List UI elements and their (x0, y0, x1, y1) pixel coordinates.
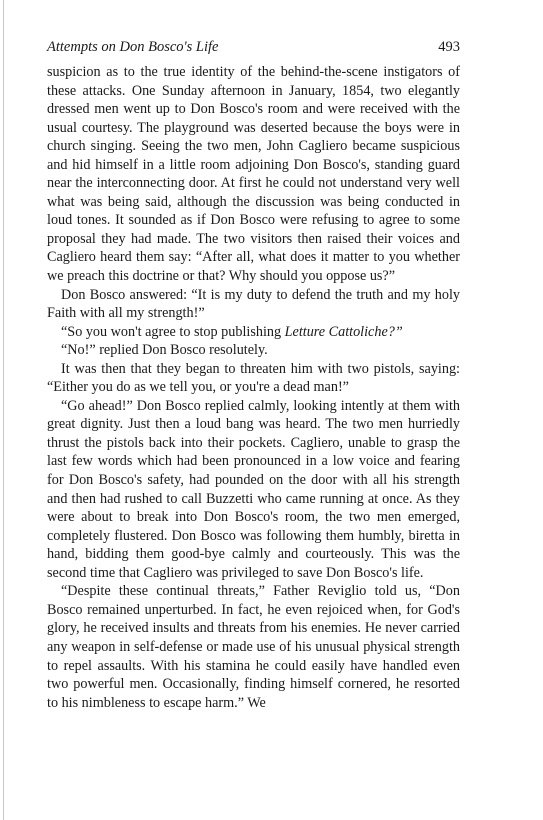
body-text (47, 63, 460, 712)
book-title: Letture Cattoliche?” (284, 323, 403, 340)
paragraph-threat: It was then that they began to threaten him with two pistols, saying: “Either you do as we tell you, or you're a dead man!” (47, 360, 460, 396)
running-title: Attempts on Don Bosco's Life (47, 39, 219, 55)
paragraph-letture-question (47, 323, 460, 342)
paragraph-go-ahead: “Go ahead!” Don Bosco replied calmly, looking intently at them with great dignity. Just then a loud bang was heard. The two men hurriedly thrust the pistols back into their pockets. Cagliero, unable to grasp the last few words which had been pronounced in a low voice and fearing for Don Bosco's safety, had pounded on the door with all his strength and then had rushed to call Buzzetti who came running at once. As they were about to break into Don Bosco's room, the two men emerged, completely flustered. Don Bosco was following them humbly, biretta in hand, bidding them good-bye calmly and courteously. This was the second time that Cagliero was privileged to save Don Bosco's life. (47, 397, 460, 581)
book-page (47, 38, 460, 712)
page-edge-rule (3, 0, 4, 820)
page-number: 493 (438, 39, 460, 55)
paragraph-text: “So you won't agree to stop publishing (61, 323, 285, 340)
paragraph-reviglio: “Despite these continual threats,” Father Reviglio told us, “Don Bosco remained unperturbed. In fact, he even rejoiced when, for God's glory, he received insults and threats from his enemies. He never carried any weapon in self-defense or made use of his unusual physical strength to repel assaults. With his stamina he could easily have handled even two powerful men. Occasionally, finding himself cornered, he resorted to his nimbleness to escape harm.” We (47, 583, 460, 711)
running-head (47, 38, 460, 56)
paragraph-don-bosco-answer: Don Bosco answered: “It is my duty to defend the truth and my holy Faith with all my strength!” (47, 286, 460, 322)
paragraph-continuation: suspicion as to the true identity of the behind-the-scene instigators of these attacks. One Sunday afternoon in January, 1854, two elegantly dressed men went up to Don Bosco's room and were received with the usual courtesy. The playground was deserted because the boys were in church singing. Seeing the two men, John Cagliero became suspicious and hid himself in a little room adjoining Don Bosco's, standing guard near the interconnecting door. At first he could not understand very well what was being said, although the discussion was being conducted in loud tones. It sounded as if Don Bosco were refusing to agree to some proposal they had made. The two visitors then raised their voices and Cagliero heard them say: “After all, what does it matter to you whether we preach this doctrine or that? Why should you oppose us?” (47, 64, 460, 285)
paragraph-no-reply: “No!” replied Don Bosco resolutely. (61, 342, 268, 359)
